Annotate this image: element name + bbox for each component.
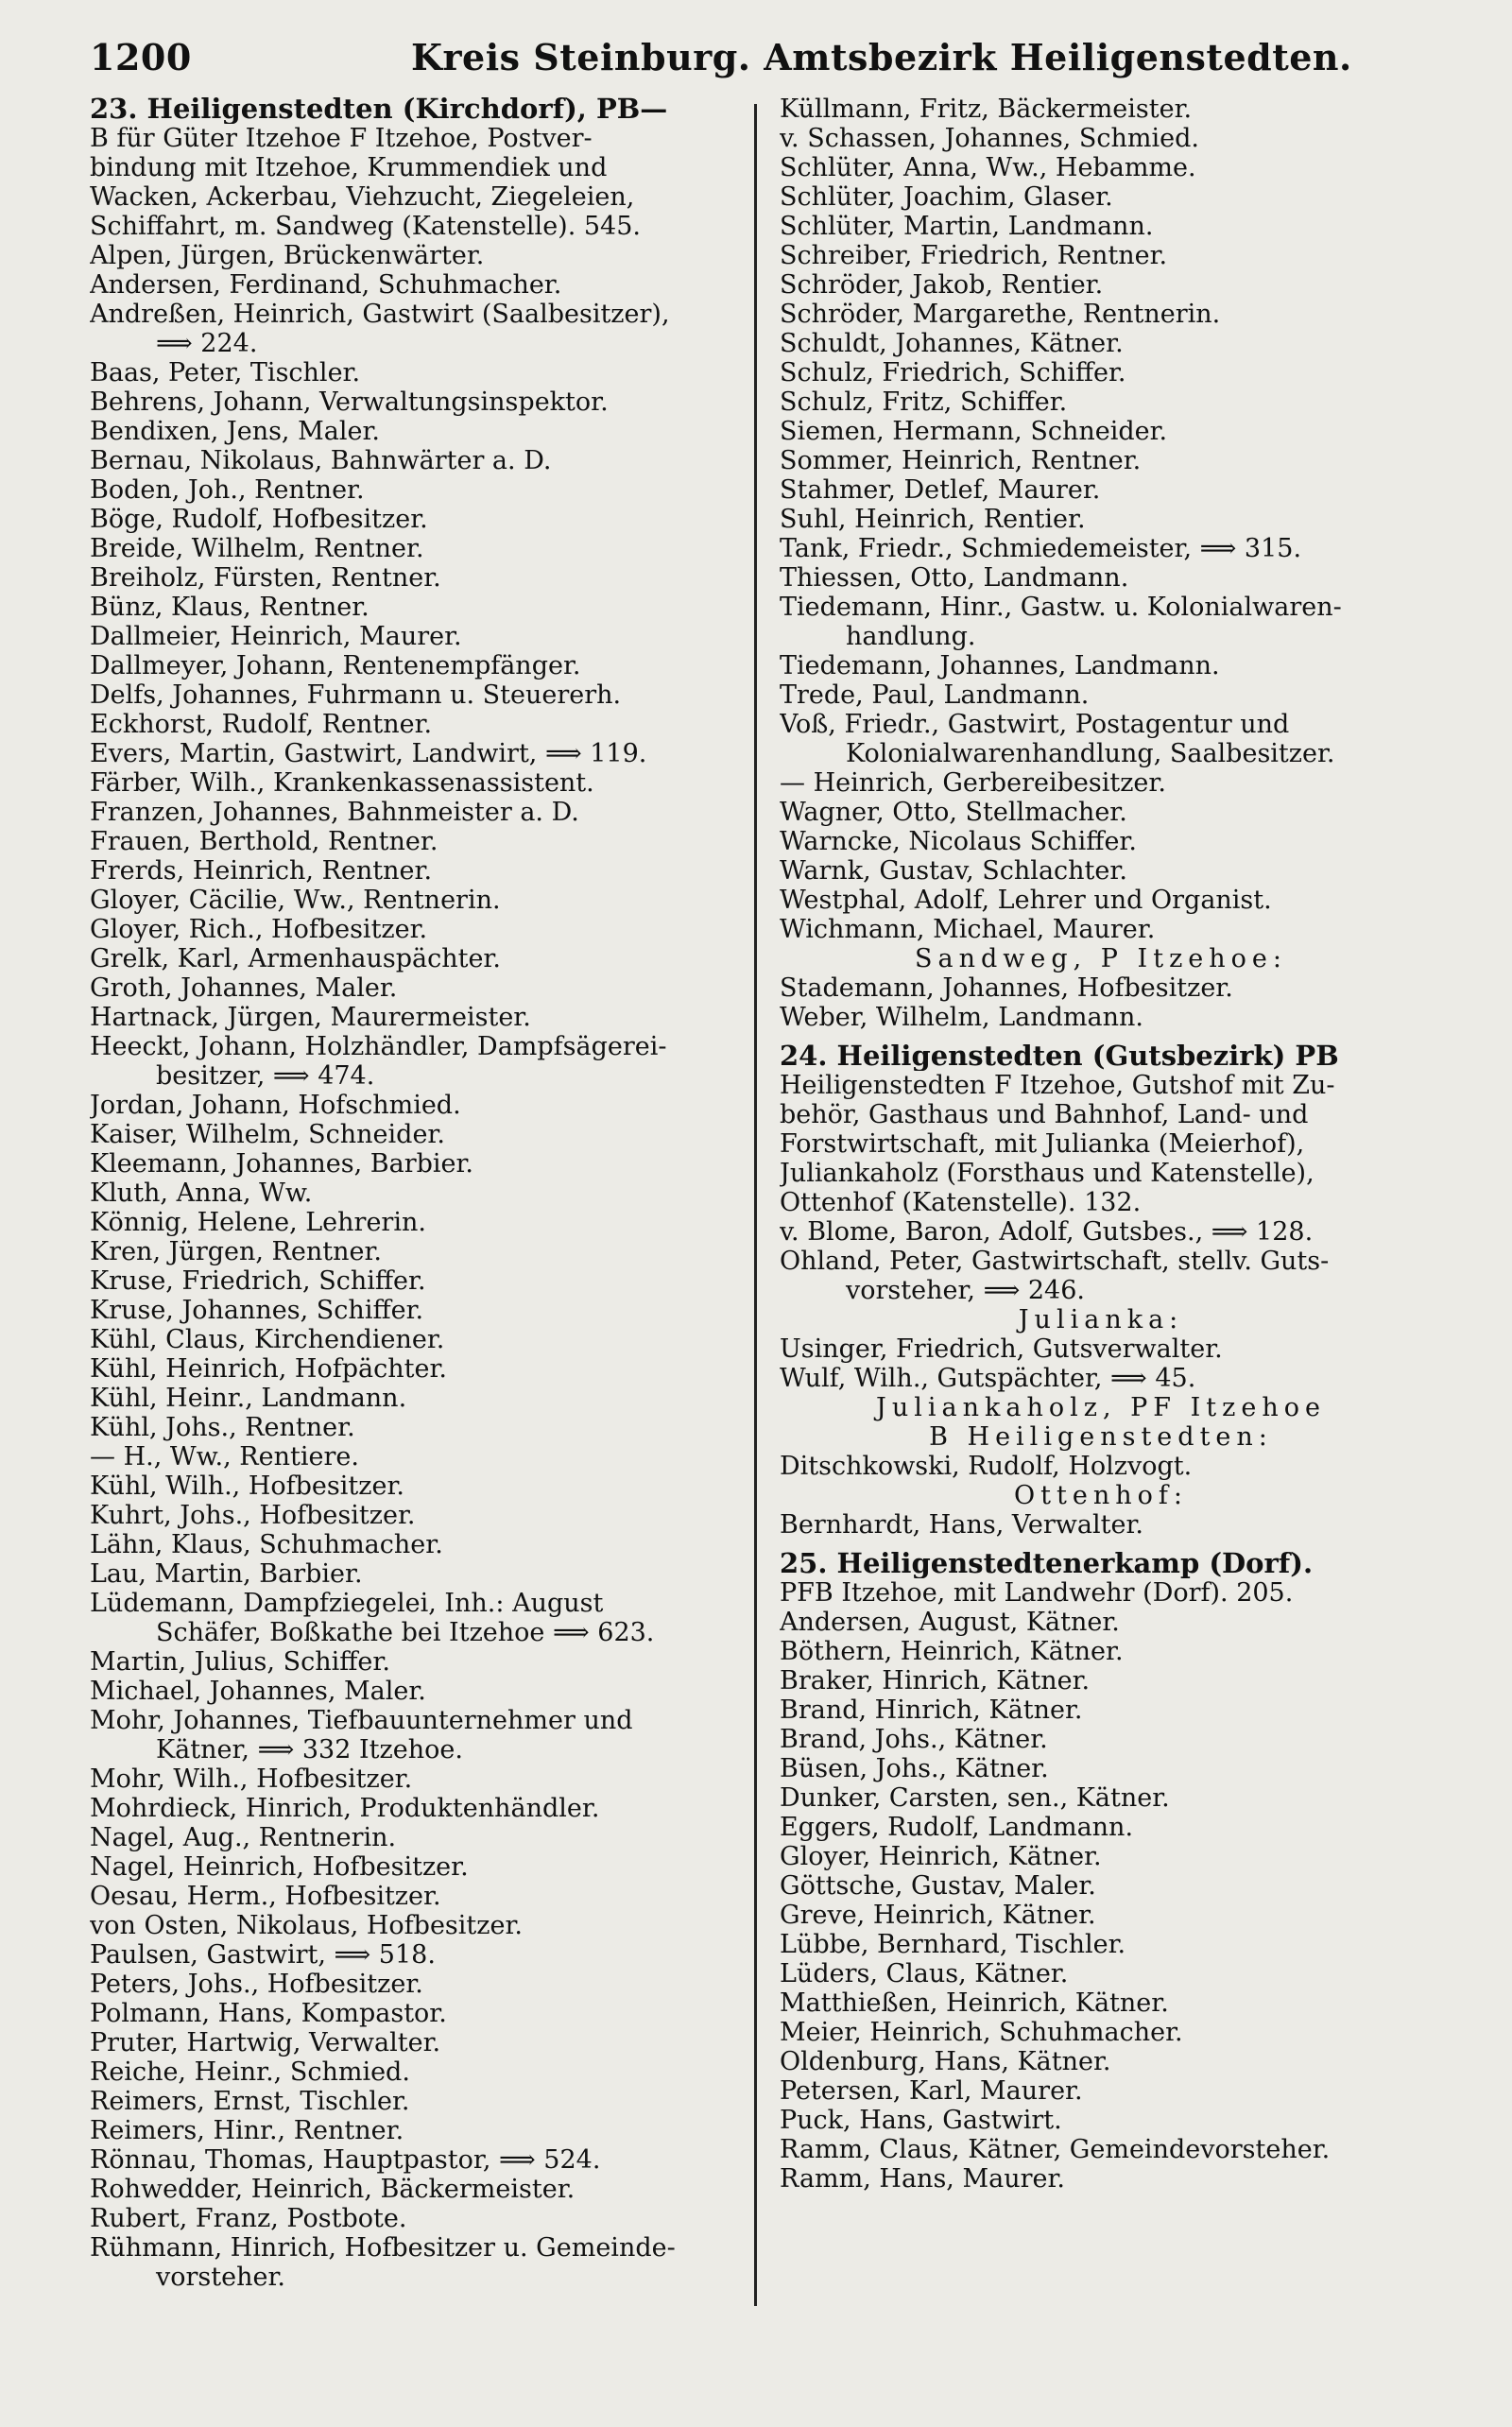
entry-text: Polmann, Hans, Kompastor. [90,1999,447,2028]
directory-entry [90,1237,732,1266]
directory-entry [90,475,732,505]
entry-text: Kren, Jürgen, Rentner. [90,1237,382,1266]
directory-entry [90,1852,732,1882]
directory-entry [90,1266,732,1296]
entry-text: Weber, Wilhelm, Landmann. [780,1003,1143,1032]
intro-line: Forstwirtschaft, mit Julianka (Meierhof), [780,1129,1305,1159]
entry-text: Wagner, Otto, Stellmacher. [780,798,1127,827]
directory-entry [90,1999,732,2028]
entry-text: Warnk, Gustav, Schlachter. [780,856,1127,886]
directory-entry [90,680,732,710]
entry-text: Kaiser, Wilhelm, Schneider. [90,1120,445,1149]
entry-text: Evers, Martin, Gastwirt, Landwirt, ⟹ 119. [90,739,647,768]
entry-text: Usinger, Friedrich, Gutsverwalter. [780,1334,1223,1364]
entry-text: Ramm, Claus, Kätner, Gemeindevorsteher. [780,2135,1331,2164]
entry-text-continued: besitzer, ⟹ 474. [156,1061,375,1091]
directory-entry [780,973,1422,1003]
entry-text-continued: Kolonialwarenhandlung, Saalbesitzer. [846,739,1335,768]
directory-entry [780,1901,1422,1930]
intro-line: 24. Heiligenstedten (Gutsbezirk) PB [780,1041,1339,1071]
entry-text: Trede, Paul, Landmann. [780,680,1090,710]
directory-entry [90,1970,732,1999]
section-25-entries [780,1608,1422,2194]
entry-text: Reimers, Ernst, Tischler. [90,2087,410,2116]
entry-text-continued: vorsteher. [156,2263,285,2292]
entry-text: Heeckt, Johann, Holzhändler, Dampfsägerei- [90,1032,667,1061]
directory-entry [780,2076,1422,2106]
entry-text: Lübbe, Bernhard, Tischler. [780,1930,1126,1959]
directory-entry [90,2175,732,2204]
entry-text: Bendixen, Jens, Maler. [90,417,380,446]
entry-text: Dunker, Carsten, sen., Kätner. [780,1783,1170,1813]
entry-text: Bernhardt, Hans, Verwalter. [780,1510,1143,1540]
directory-entry [90,651,732,680]
directory-entry [90,1003,732,1032]
left-column [90,95,732,2292]
right-column [780,95,1422,2194]
directory-entry [780,270,1422,300]
entry-text: Dallmeyer, Johann, Rentenempfänger. [90,651,581,680]
directory-entry [780,1003,1422,1032]
entry-text-continued: Schäfer, Boßkathe bei Itzehoe ⟹ 623. [156,1618,655,1647]
entry-text: Könnig, Helene, Lehrerin. [90,1208,426,1237]
entry-text: Wulf, Wilh., Gutspächter, ⟹ 45. [780,1364,1196,1393]
entry-text: Brand, Hinrich, Kätner. [780,1695,1083,1725]
directory-entry [90,1530,732,1559]
intro-line: Juliankaholz (Forsthaus und Katenstelle), [780,1159,1314,1188]
entry-text: Schröder, Margarethe, Rentnerin. [780,300,1221,329]
entry-text: Rühmann, Hinrich, Hofbesitzer u. Gemeinde- [90,2233,676,2263]
directory-entry [780,387,1422,417]
directory-entry [90,827,732,856]
directory-entry [780,1783,1422,1813]
entry-text: Schulz, Fritz, Schiffer. [780,387,1068,417]
directory-entry [780,1959,1422,1988]
entry-text: Grelk, Karl, Armenhauspächter. [90,944,501,973]
directory-entry [780,212,1422,241]
directory-entry [780,182,1422,212]
directory-entry [90,973,732,1003]
entry-text: Dallmeier, Heinrich, Maurer. [90,622,462,651]
directory-entry [90,593,732,622]
entry-text: Kühl, Heinrich, Hofpächter. [90,1354,447,1384]
entry-text: Ditschkowski, Rudolf, Holzvogt. [780,1452,1193,1481]
section-24-intro [780,1041,1422,1217]
entry-text: — H., Ww., Rentiere. [90,1442,359,1472]
directory-entry [780,1217,1422,1247]
entry-text: Rubert, Franz, Postbote. [90,2204,407,2233]
directory-entry [90,710,732,739]
juliankaholz-heading: Juliankaholz, PF Itzehoe [876,1393,1326,1422]
entry-text: Delfs, Johannes, Fuhrmann u. Steuererh. [90,680,622,710]
entry-text: Paulsen, Gastwirt, ⟹ 518. [90,1940,436,1970]
directory-entry [90,1589,732,1647]
directory-entry [780,856,1422,886]
entry-text: Küllmann, Fritz, Bäckermeister. [780,95,1193,124]
directory-entry [780,534,1422,563]
entry-text: Eggers, Rudolf, Landmann. [780,1813,1134,1842]
directory-entry [90,798,732,827]
entry-text: Boden, Joh., Rentner. [90,475,365,505]
directory-entry [780,417,1422,446]
entry-text: Michael, Johannes, Maler. [90,1677,426,1706]
directory-entry [780,1695,1422,1725]
directory-entry [90,915,732,944]
entry-text: Brand, Johs., Kätner. [780,1725,1048,1754]
ottenhof-entries [780,1510,1422,1540]
intro-line: Wacken, Ackerbau, Viehzucht, Ziegeleien, [90,182,635,212]
directory-entry [780,1247,1422,1305]
entry-text: Thiessen, Otto, Landmann. [780,563,1129,593]
directory-entry [90,446,732,475]
entry-text: Schulz, Friedrich, Schiffer. [780,358,1126,387]
sandweg-entries [780,973,1422,1032]
entry-text: Baas, Peter, Tischler. [90,358,361,387]
entry-text: Gloyer, Cäcilie, Ww., Rentnerin. [90,886,501,915]
entry-text: Jordan, Johann, Hofschmied. [90,1091,461,1120]
entry-text: Lüders, Claus, Kätner. [780,1959,1069,1988]
directory-entry [780,329,1422,358]
directory-entry [90,2087,732,2116]
section-23-entries [90,241,732,2292]
directory-entry [90,1413,732,1442]
directory-entry [90,563,732,593]
section-23-entries-continued [780,95,1422,944]
directory-entry [90,1149,732,1179]
directory-entry [780,446,1422,475]
entry-text: Mohrdieck, Hinrich, Produktenhändler. [90,1794,600,1823]
directory-entry [780,1637,1422,1666]
entry-text: Bernau, Nikolaus, Bahnwärter a. D. [90,446,552,475]
directory-entry [90,1442,732,1472]
entry-text-continued: handlung. [846,622,976,651]
entry-text: Kühl, Heinr., Landmann. [90,1384,407,1413]
directory-entry [90,2028,732,2057]
entry-text: Ohland, Peter, Gastwirtschaft, stellv. Guts- [780,1247,1330,1276]
entry-text: Schlüter, Joachim, Glaser. [780,182,1113,212]
directory-entry [780,1988,1422,2018]
julianka-heading: Julianka: [1018,1305,1184,1334]
directory-entry [90,1032,732,1091]
intro-line: Heiligenstedten F Itzehoe, Gutshof mit Zu- [780,1071,1335,1100]
entry-text: Sommer, Heinrich, Rentner. [780,446,1142,475]
entry-text: Kleemann, Johannes, Barbier. [90,1149,474,1179]
directory-entry [90,358,732,387]
directory-entry [90,241,732,270]
directory-entry [780,710,1422,768]
entry-text: Gloyer, Rich., Hofbesitzer. [90,915,428,944]
entry-text: Göttsche, Gustav, Maler. [780,1871,1096,1901]
entry-text: Büsen, Johs., Kätner. [780,1754,1049,1783]
entry-text: Tank, Friedr., Schmiedemeister, ⟹ 315. [780,534,1302,563]
directory-entry [780,1666,1422,1695]
directory-entry [780,1842,1422,1871]
directory-entry [780,358,1422,387]
entry-text: Hartnack, Jürgen, Maurermeister. [90,1003,531,1032]
directory-entry [90,2145,732,2175]
entry-text: Puck, Hans, Gastwirt. [780,2106,1062,2135]
entry-text: Warncke, Nicolaus Schiffer. [780,827,1137,856]
entry-text: Reimers, Hinr., Rentner. [90,2116,404,2145]
directory-entry [90,1472,732,1501]
directory-entry [90,739,732,768]
entry-text: Mohr, Johannes, Tiefbauunternehmer und [90,1706,633,1735]
entry-text: von Osten, Nikolaus, Hofbesitzer. [90,1911,523,1940]
entry-text: Kluth, Anna, Ww. [90,1179,313,1208]
entry-text: Breide, Wilhelm, Rentner. [90,534,424,563]
directory-entry [780,651,1422,680]
directory-entry [90,768,732,798]
intro-line: 25. Heiligenstedtenerkamp (Dorf). [780,1549,1314,1578]
directory-entry [90,1208,732,1237]
entry-text: Schuldt, Johannes, Kätner. [780,329,1124,358]
section-25-intro [780,1549,1422,1608]
entry-text: Andersen, August, Kätner. [780,1608,1120,1637]
directory-entry [780,680,1422,710]
entry-text: Nagel, Heinrich, Hofbesitzer. [90,1852,469,1882]
directory-entry [90,1384,732,1413]
entry-text: Meier, Heinrich, Schuhmacher. [780,2018,1183,2047]
directory-entry [90,1559,732,1589]
directory-entry [90,1706,732,1764]
directory-entry [780,95,1422,124]
entry-text: Behrens, Johann, Verwaltungsinspektor. [90,387,609,417]
entry-text: Oldenburg, Hans, Kätner. [780,2047,1111,2076]
entry-text: Eckhorst, Rudolf, Rentner. [90,710,433,739]
directory-entry [780,1813,1422,1842]
directory-entry [780,505,1422,534]
entry-text: Mohr, Wilh., Hofbesitzer. [90,1764,413,1794]
directory-entry [780,2135,1422,2164]
entry-text: Siemen, Hermann, Schneider. [780,417,1168,446]
entry-text: Rönnau, Thomas, Hauptpastor, ⟹ 524. [90,2145,601,2175]
directory-entry [90,417,732,446]
entry-text: Wichmann, Michael, Maurer. [780,915,1156,944]
entry-text: Schreiber, Friedrich, Rentner. [780,241,1168,270]
entry-text: Gloyer, Heinrich, Kätner. [780,1842,1102,1871]
directory-entry [780,124,1422,153]
entry-text: Ramm, Hans, Maurer. [780,2164,1066,2194]
entry-text: Reiche, Heinr., Schmied. [90,2057,410,2087]
directory-entry [780,1452,1422,1481]
entry-text: Suhl, Heinrich, Rentier. [780,505,1086,534]
directory-entry [90,1296,732,1325]
directory-entry [780,915,1422,944]
entry-text-continued: vorsteher, ⟹ 246. [846,1276,1085,1305]
intro-line: bindung mit Itzehoe, Krummendiek und [90,153,608,182]
entry-text: Frauen, Berthold, Rentner. [90,827,438,856]
directory-entry [90,1179,732,1208]
entry-text: Kühl, Claus, Kirchendiener. [90,1325,445,1354]
directory-entry [780,2106,1422,2135]
entry-text: Franzen, Johannes, Bahnmeister a. D. [90,798,579,827]
directory-entry [90,2204,732,2233]
entry-text: Lähn, Klaus, Schuhmacher. [90,1530,443,1559]
directory-entry [780,475,1422,505]
intro-line: B für Güter Itzehoe F Itzehoe, Postver- [90,124,593,153]
intro-line: PFB Itzehoe, mit Landwehr (Dorf). 205. [780,1578,1294,1608]
entry-text: Frerds, Heinrich, Rentner. [90,856,433,886]
page-number: 1200 [90,36,192,78]
intro-line: Ottenhof (Katenstelle). 132. [780,1188,1142,1217]
entry-text: Andreßen, Heinrich, Gastwirt (Saalbesitzer), [90,300,670,329]
entry-text: — Heinrich, Gerbereibesitzer. [780,768,1166,798]
entry-text: Lau, Martin, Barbier. [90,1559,363,1589]
directory-entry [90,1764,732,1794]
directory-entry [90,2233,732,2292]
intro-line: 23. Heiligenstedten (Kirchdorf), PB— [90,95,668,124]
directory-entry [90,1091,732,1120]
entry-text: Matthießen, Heinrich, Kätner. [780,1988,1169,2018]
directory-entry [90,505,732,534]
entry-text: Stademann, Johannes, Hofbesitzer. [780,973,1233,1003]
directory-entry [780,768,1422,798]
directory-entry [90,1882,732,1911]
directory-entry [780,563,1422,593]
entry-text: v. Schassen, Johannes, Schmied. [780,124,1199,153]
directory-entry [90,300,732,358]
entry-text: Alpen, Jürgen, Brückenwärter. [90,241,485,270]
julianka-entries [780,1334,1422,1393]
directory-entry [90,534,732,563]
entry-text: Breiholz, Fürsten, Rentner. [90,563,441,593]
entry-text: Bünz, Klaus, Rentner. [90,593,369,622]
directory-entry [90,1911,732,1940]
directory-entry [780,2018,1422,2047]
directory-entry [90,1823,732,1852]
directory-entry [90,1940,732,1970]
entry-text: Greve, Heinrich, Kätner. [780,1901,1096,1930]
directory-entry [90,1354,732,1384]
directory-entry [780,2047,1422,2076]
directory-entry [90,270,732,300]
intro-line: behör, Gasthaus und Bahnhof, Land- und [780,1100,1309,1129]
directory-entry [780,300,1422,329]
entry-text-continued: Kätner, ⟹ 332 Itzehoe. [156,1735,463,1764]
entry-text: Stahmer, Detlef, Maurer. [780,475,1101,505]
section-23-intro [90,95,732,241]
directory-entry [780,886,1422,915]
entry-text: Färber, Wilh., Krankenkassenassistent. [90,768,594,798]
entry-text: Böge, Rudolf, Hofbesitzer. [90,505,428,534]
entry-text: Rohwedder, Heinrich, Bäckermeister. [90,2175,576,2204]
entry-text: Groth, Johannes, Maler. [90,973,398,1003]
entry-text: Peters, Johs., Hofbesitzer. [90,1970,423,1999]
entry-text: Schlüter, Martin, Landmann. [780,212,1154,241]
entry-text: Schlüter, Anna, Ww., Hebamme. [780,153,1196,182]
entry-text: Tiedemann, Hinr., Gastw. u. Kolonialwaren- [780,593,1342,622]
directory-entry [780,2164,1422,2194]
directory-entry [780,1930,1422,1959]
entry-text: Kühl, Johs., Rentner. [90,1413,355,1442]
directory-entry [780,827,1422,856]
directory-entry [90,2057,732,2087]
directory-entry [780,798,1422,827]
directory-entry [90,622,732,651]
entry-text: Kühl, Wilh., Hofbesitzer. [90,1472,404,1501]
column-divider [754,104,757,2306]
directory-entry [780,1510,1422,1540]
entry-text: Oesau, Herm., Hofbesitzer. [90,1882,441,1911]
directory-entry [90,1325,732,1354]
directory-entry [780,153,1422,182]
entry-text: Voß, Friedr., Gastwirt, Postagentur und [780,710,1290,739]
ottenhof-heading: Ottenhof: [1014,1481,1188,1510]
directory-entry [90,1647,732,1677]
directory-entry [780,1608,1422,1637]
entry-text: Pruter, Hartwig, Verwalter. [90,2028,441,2057]
entry-text: Petersen, Karl, Maurer. [780,2076,1083,2106]
directory-entry [780,593,1422,651]
entry-text: Westphal, Adolf, Lehrer und Organist. [780,886,1272,915]
directory-entry [90,1677,732,1706]
directory-entry [90,886,732,915]
sandweg-heading: Sandweg, P Itzehoe: [915,944,1287,973]
directory-entry [780,1871,1422,1901]
directory-entry [780,1364,1422,1393]
entry-text: Kruse, Friedrich, Schiffer. [90,1266,426,1296]
directory-entry [780,1334,1422,1364]
juliankaholz-subheading: B Heiligenstedten: [929,1422,1273,1452]
directory-entry [90,2116,732,2145]
directory-entry [780,1754,1422,1783]
directory-entry [90,944,732,973]
page-title: Kreis Steinburg. Amtsbezirk Heiligenstedten. [411,36,1352,78]
entry-text: Böthern, Heinrich, Kätner. [780,1637,1124,1666]
entry-text: Braker, Hinrich, Kätner. [780,1666,1091,1695]
directory-entry [90,1794,732,1823]
entry-text: Schröder, Jakob, Rentier. [780,270,1104,300]
entry-text-continued: ⟹ 224. [156,329,258,358]
section-24-entries [780,1217,1422,1305]
entry-text: Lüdemann, Dampfziegelei, Inh.: August [90,1589,604,1618]
directory-entry [90,1501,732,1530]
entry-text: Kuhrt, Johs., Hofbesitzer. [90,1501,416,1530]
directory-entry [780,241,1422,270]
intro-line: Schiffahrt, m. Sandweg (Katenstelle). 545. [90,212,641,241]
directory-entry [90,856,732,886]
entry-text: Kruse, Johannes, Schiffer. [90,1296,424,1325]
directory-entry [90,387,732,417]
entry-text: Andersen, Ferdinand, Schuhmacher. [90,270,562,300]
juliankaholz-entries [780,1452,1422,1481]
directory-entry [90,1120,732,1149]
entry-text: Martin, Julius, Schiffer. [90,1647,390,1677]
entry-text: v. Blome, Baron, Adolf, Gutsbes., ⟹ 128. [780,1217,1314,1247]
entry-text: Nagel, Aug., Rentnerin. [90,1823,397,1852]
page-header [90,28,1422,85]
directory-entry [780,1725,1422,1754]
entry-text: Tiedemann, Johannes, Landmann. [780,651,1220,680]
